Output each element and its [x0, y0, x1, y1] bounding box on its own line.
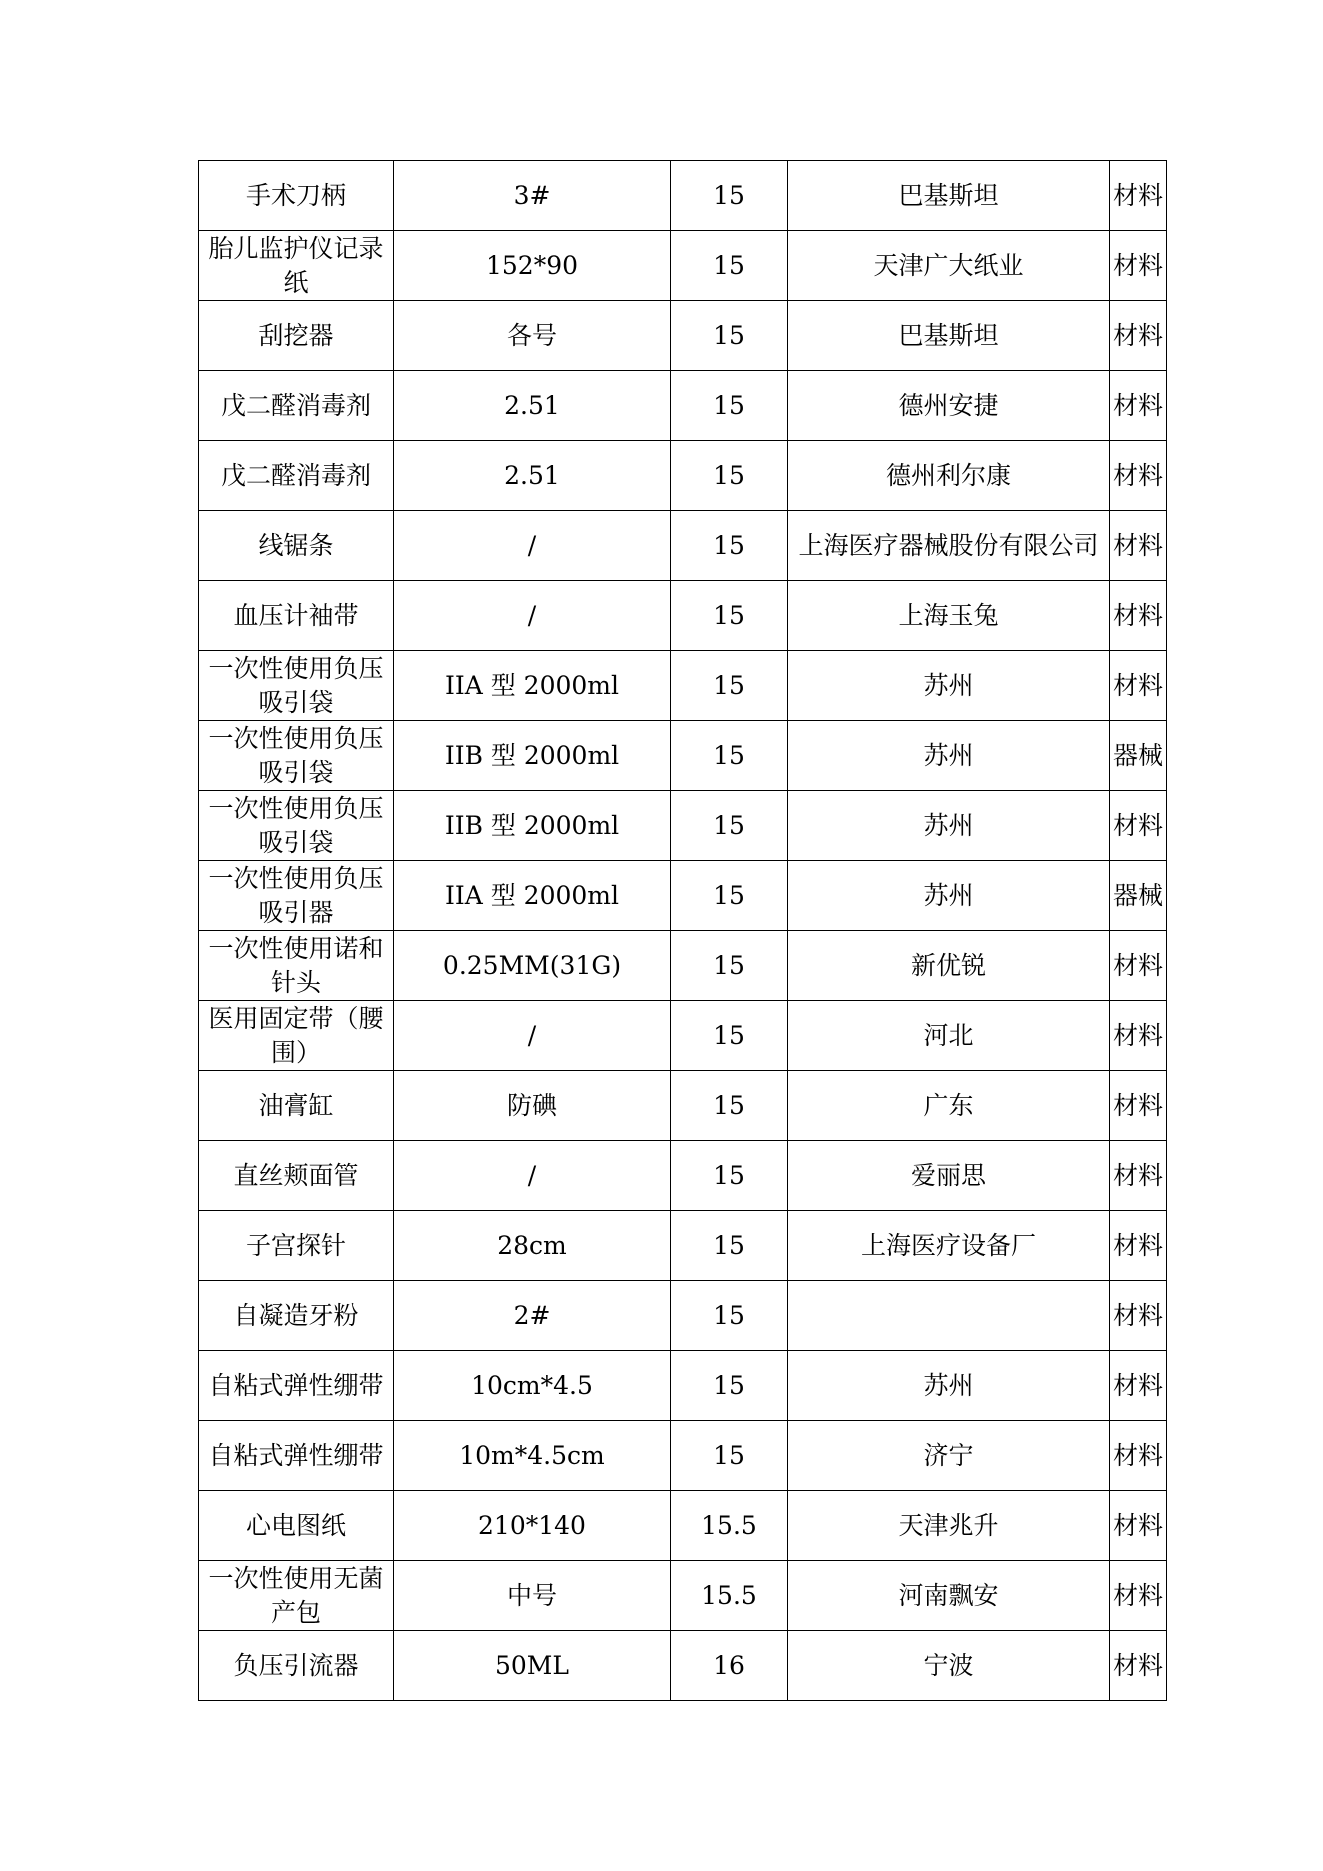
category-cell: 材料	[1110, 511, 1167, 581]
manufacturer-cell: 宁波	[788, 1631, 1110, 1701]
price-cell: 15.5	[671, 1491, 788, 1561]
category-cell: 材料	[1110, 791, 1167, 861]
item-name-cell: 一次性使用无菌产包	[199, 1561, 394, 1631]
item-name-cell: 心电图纸	[199, 1491, 394, 1561]
table-row	[199, 931, 1167, 1001]
spec-cell: 28cm	[394, 1211, 671, 1281]
manufacturer-cell: 苏州	[788, 791, 1110, 861]
category-cell: 材料	[1110, 1631, 1167, 1701]
manufacturer-cell: 河南飘安	[788, 1561, 1110, 1631]
item-name-cell: 自粘式弹性绷带	[199, 1421, 394, 1491]
manufacturer-cell: 河北	[788, 1001, 1110, 1071]
manufacturer-cell: 德州利尔康	[788, 441, 1110, 511]
table-row	[199, 1211, 1167, 1281]
table-row	[199, 1421, 1167, 1491]
price-cell: 15	[671, 441, 788, 511]
manufacturer-cell: 巴基斯坦	[788, 301, 1110, 371]
category-cell: 材料	[1110, 581, 1167, 651]
category-cell: 材料	[1110, 231, 1167, 301]
item-name-cell: 胎儿监护仪记录纸	[199, 231, 394, 301]
category-cell: 材料	[1110, 1211, 1167, 1281]
item-name-cell: 直丝颊面管	[199, 1141, 394, 1211]
price-cell: 15	[671, 231, 788, 301]
item-name-cell: 子宫探针	[199, 1211, 394, 1281]
item-name-cell: 戊二醛消毒剂	[199, 371, 394, 441]
manufacturer-cell: 上海医疗设备厂	[788, 1211, 1110, 1281]
price-cell: 15	[671, 1281, 788, 1351]
spec-cell: /	[394, 1141, 671, 1211]
table-body	[199, 161, 1167, 1701]
table-row	[199, 161, 1167, 231]
spec-cell: IIA 型 2000ml	[394, 861, 671, 931]
table-row	[199, 301, 1167, 371]
category-cell: 器械	[1110, 721, 1167, 791]
item-name-cell: 自凝造牙粉	[199, 1281, 394, 1351]
manufacturer-cell: 爱丽思	[788, 1141, 1110, 1211]
price-cell: 15	[671, 511, 788, 581]
price-cell: 15	[671, 1421, 788, 1491]
spec-cell: 10cm*4.5	[394, 1351, 671, 1421]
category-cell: 器械	[1110, 861, 1167, 931]
category-cell: 材料	[1110, 301, 1167, 371]
price-cell: 15	[671, 1351, 788, 1421]
price-cell: 15	[671, 1211, 788, 1281]
table-row	[199, 861, 1167, 931]
spec-cell: 2.51	[394, 371, 671, 441]
table-row	[199, 1141, 1167, 1211]
table-row	[199, 441, 1167, 511]
price-cell: 16	[671, 1631, 788, 1701]
table-row	[199, 721, 1167, 791]
table-row	[199, 371, 1167, 441]
table-row	[199, 511, 1167, 581]
table-row	[199, 1281, 1167, 1351]
manufacturer-cell: 苏州	[788, 861, 1110, 931]
category-cell: 材料	[1110, 651, 1167, 721]
spec-cell: IIB 型 2000ml	[394, 791, 671, 861]
item-name-cell: 油膏缸	[199, 1071, 394, 1141]
manufacturer-cell: 天津兆升	[788, 1491, 1110, 1561]
item-name-cell: 负压引流器	[199, 1631, 394, 1701]
manufacturer-cell: 德州安捷	[788, 371, 1110, 441]
spec-cell: 10m*4.5cm	[394, 1421, 671, 1491]
spec-cell: 50ML	[394, 1631, 671, 1701]
table-row	[199, 581, 1167, 651]
item-name-cell: 自粘式弹性绷带	[199, 1351, 394, 1421]
manufacturer-cell: 苏州	[788, 721, 1110, 791]
spec-cell: 2.51	[394, 441, 671, 511]
price-cell: 15	[671, 651, 788, 721]
spec-cell: 2#	[394, 1281, 671, 1351]
item-name-cell: 一次性使用负压吸引器	[199, 861, 394, 931]
item-name-cell: 一次性使用负压吸引袋	[199, 651, 394, 721]
spec-cell: /	[394, 511, 671, 581]
manufacturer-cell: 上海玉兔	[788, 581, 1110, 651]
spec-cell: 152*90	[394, 231, 671, 301]
price-cell: 15.5	[671, 1561, 788, 1631]
category-cell: 材料	[1110, 1001, 1167, 1071]
item-name-cell: 刮挖器	[199, 301, 394, 371]
category-cell: 材料	[1110, 441, 1167, 511]
item-name-cell: 戊二醛消毒剂	[199, 441, 394, 511]
spec-cell: 3#	[394, 161, 671, 231]
item-name-cell: 手术刀柄	[199, 161, 394, 231]
category-cell: 材料	[1110, 1561, 1167, 1631]
price-cell: 15	[671, 1071, 788, 1141]
table-row	[199, 1351, 1167, 1421]
spec-cell: /	[394, 1001, 671, 1071]
price-cell: 15	[671, 931, 788, 1001]
table-row	[199, 1491, 1167, 1561]
price-cell: 15	[671, 581, 788, 651]
price-cell: 15	[671, 861, 788, 931]
table-row	[199, 1631, 1167, 1701]
price-cell: 15	[671, 161, 788, 231]
spec-cell: 各号	[394, 301, 671, 371]
manufacturer-cell: 济宁	[788, 1421, 1110, 1491]
category-cell: 材料	[1110, 1141, 1167, 1211]
category-cell: 材料	[1110, 1071, 1167, 1141]
item-name-cell: 血压计袖带	[199, 581, 394, 651]
spec-cell: IIB 型 2000ml	[394, 721, 671, 791]
table-row	[199, 1561, 1167, 1631]
item-name-cell: 一次性使用负压吸引袋	[199, 791, 394, 861]
manufacturer-cell: 巴基斯坦	[788, 161, 1110, 231]
supplies-table	[198, 160, 1167, 1701]
item-name-cell: 一次性使用负压吸引袋	[199, 721, 394, 791]
price-cell: 15	[671, 1141, 788, 1211]
price-cell: 15	[671, 301, 788, 371]
manufacturer-cell: 苏州	[788, 651, 1110, 721]
manufacturer-cell: 广东	[788, 1071, 1110, 1141]
table-row	[199, 231, 1167, 301]
table-row	[199, 1001, 1167, 1071]
price-cell: 15	[671, 791, 788, 861]
item-name-cell: 一次性使用诺和针头	[199, 931, 394, 1001]
manufacturer-cell: 苏州	[788, 1351, 1110, 1421]
table-row	[199, 791, 1167, 861]
spec-cell: 防碘	[394, 1071, 671, 1141]
item-name-cell: 医用固定带（腰围）	[199, 1001, 394, 1071]
spec-cell: IIA 型 2000ml	[394, 651, 671, 721]
category-cell: 材料	[1110, 371, 1167, 441]
category-cell: 材料	[1110, 1281, 1167, 1351]
manufacturer-cell: 上海医疗器械股份有限公司	[788, 511, 1110, 581]
spec-cell: 210*140	[394, 1491, 671, 1561]
manufacturer-cell: 新优锐	[788, 931, 1110, 1001]
item-name-cell: 线锯条	[199, 511, 394, 581]
category-cell: 材料	[1110, 1491, 1167, 1561]
price-cell: 15	[671, 721, 788, 791]
category-cell: 材料	[1110, 1351, 1167, 1421]
spec-cell: 0.25MM(31G)	[394, 931, 671, 1001]
category-cell: 材料	[1110, 1421, 1167, 1491]
price-cell: 15	[671, 371, 788, 441]
spec-cell: 中号	[394, 1561, 671, 1631]
manufacturer-cell	[788, 1281, 1110, 1351]
price-cell: 15	[671, 1001, 788, 1071]
table-row	[199, 651, 1167, 721]
spec-cell: /	[394, 581, 671, 651]
manufacturer-cell: 天津广大纸业	[788, 231, 1110, 301]
category-cell: 材料	[1110, 931, 1167, 1001]
table-row	[199, 1071, 1167, 1141]
category-cell: 材料	[1110, 161, 1167, 231]
